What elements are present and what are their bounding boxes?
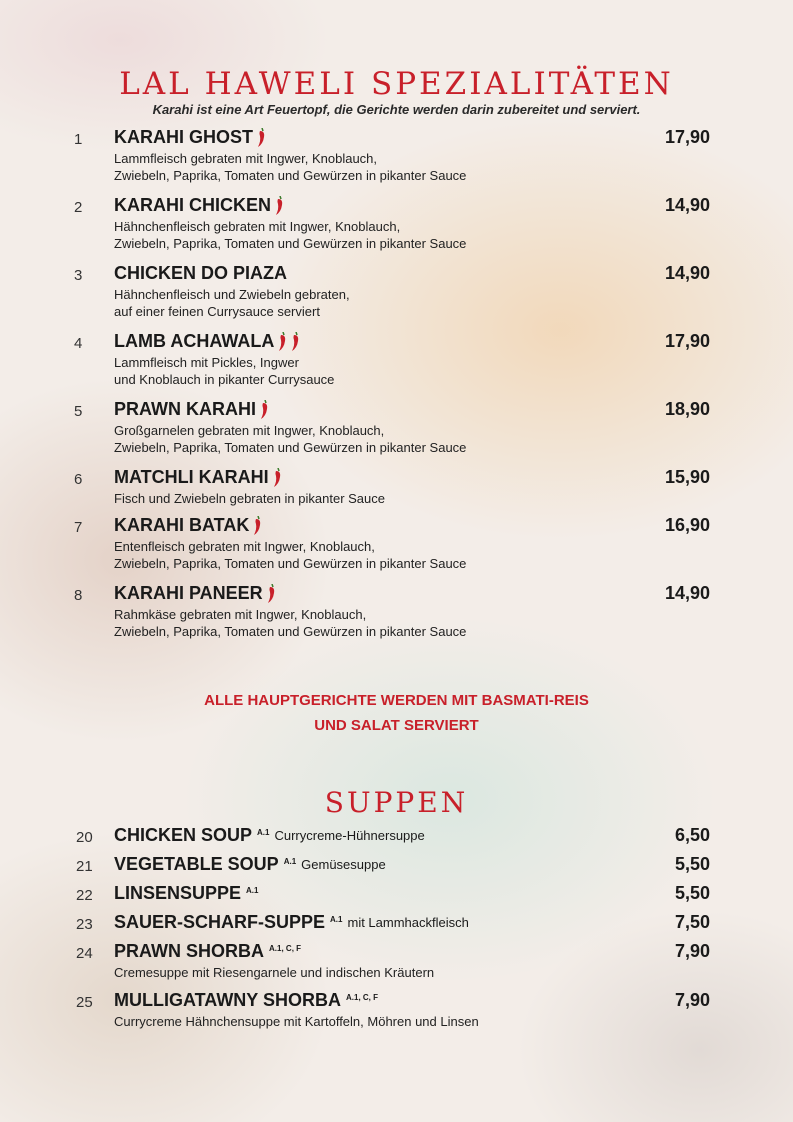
item-name-text: LAMB ACHAWALA: [114, 331, 275, 351]
item-name-text: KARAHI GHOST: [114, 127, 253, 147]
item-description: [114, 218, 466, 252]
item-name-text: VEGETABLE SOUP: [114, 854, 279, 874]
description-line: Zwiebeln, Paprika, Tomaten und Gewürzen in pikanter Sauce: [114, 556, 467, 571]
item-price: 15,90: [664, 467, 710, 487]
item-name: [114, 854, 386, 875]
description-line: Zwiebeln, Paprika, Tomaten und Gewürzen in pikanter Sauce: [114, 624, 467, 639]
item-number: 23: [76, 916, 93, 933]
item-description: Cremesuppe mit Riesengarnele und indischen Kräutern: [114, 965, 435, 980]
item-name: [114, 825, 425, 846]
item-name: [114, 195, 284, 216]
item-name-text: KARAHI CHICKEN: [114, 195, 271, 215]
item-name-text: LINSENSUPPE: [114, 883, 242, 903]
item-name-text: PRAWN SHORBA: [114, 941, 265, 961]
item-name-text: MATCHLI KARAHI: [114, 467, 269, 487]
item-description: [114, 606, 466, 640]
allergen-codes: A.1: [257, 828, 270, 837]
item-name: [114, 515, 262, 536]
chili-pepper-icon: [267, 584, 276, 604]
item-name-text: CHICKEN DO PIAZA: [114, 263, 288, 283]
allergen-codes: A.1: [330, 915, 343, 924]
item-price: 16,90: [664, 515, 710, 535]
item-number: 5: [74, 403, 83, 420]
item-name: [114, 883, 258, 904]
description-line: Rahmkäse gebraten mit Ingwer, Knoblauch,: [114, 607, 367, 622]
item-number: 6: [74, 471, 83, 488]
item-description: [114, 354, 334, 388]
description-line: und Knoblauch in pikanter Currysauce: [114, 372, 335, 387]
specials-title: LAL HAWELI SPEZIALITÄTEN: [119, 66, 674, 102]
chili-pepper-icon: [260, 400, 269, 420]
item-name: [114, 399, 269, 420]
item-name: [114, 263, 287, 284]
description-line: Fisch und Zwiebeln gebraten in pikanter Sauce: [114, 491, 385, 506]
description-line: Entenfleisch gebraten mit Ingwer, Knoblauch,: [114, 539, 375, 554]
item-price: 17,90: [664, 331, 710, 351]
item-number: 4: [74, 335, 83, 352]
item-name-text: SAUER-SCHARF-SUPPE: [114, 912, 326, 932]
item-price: 14,90: [664, 263, 710, 283]
chili-pepper-icon: [253, 516, 262, 536]
allergen-codes: A.1, C, F: [346, 993, 379, 1002]
item-description: [114, 422, 466, 456]
side-dish-notice: [0, 688, 793, 738]
allergen-codes: A.1, C, F: [269, 944, 302, 953]
item-description: [114, 150, 466, 184]
allergen-codes: A.1: [246, 886, 259, 895]
item-description: [114, 490, 385, 507]
chili-pepper-icon: [273, 468, 282, 488]
allergen-codes: A.1: [283, 857, 297, 866]
description-line: Großgarnelen gebraten mit Ingwer, Knoblauch,: [114, 423, 385, 438]
item-name-text: KARAHI PANEER: [114, 583, 263, 603]
item-price: 6,50: [674, 825, 710, 845]
item-inline-description: Gemüsesuppe: [301, 857, 386, 872]
notice-line-1: ALLE HAUPTGERICHTE WERDEN MIT BASMATI-REIS: [204, 692, 589, 709]
item-price: 5,50: [674, 854, 710, 874]
item-name: [114, 467, 282, 488]
item-name: [114, 583, 276, 604]
item-name: [114, 912, 469, 933]
description-line: Lammfleisch mit Pickles, Ingwer: [114, 355, 299, 370]
item-number: 20: [76, 829, 93, 846]
item-name-text: KARAHI BATAK: [114, 515, 250, 535]
item-name: [114, 990, 378, 1011]
description-line: Zwiebeln, Paprika, Tomaten und Gewürzen in pikanter Sauce: [114, 236, 467, 251]
item-description: Currycreme Hähnchensuppe mit Kartoffeln, Möhren und Linsen: [114, 1014, 479, 1029]
description-line: Hähnchenfleisch und Zwiebeln gebraten,: [114, 287, 350, 302]
description-line: Zwiebeln, Paprika, Tomaten und Gewürzen in pikanter Sauce: [114, 440, 467, 455]
item-number: 3: [74, 267, 83, 284]
chili-pepper-icon: [257, 128, 266, 148]
item-number: 22: [76, 887, 93, 904]
item-price: 14,90: [664, 195, 710, 215]
item-description: [114, 286, 350, 320]
item-inline-description: Currycreme-Hühnersuppe: [274, 828, 425, 843]
item-number: 1: [74, 131, 83, 148]
item-number: 2: [74, 199, 83, 216]
item-number: 25: [76, 994, 93, 1011]
item-price: 14,90: [664, 583, 710, 603]
item-number: 24: [76, 945, 93, 962]
item-name: [114, 331, 300, 352]
item-number: 21: [76, 858, 93, 875]
item-price: 7,90: [674, 990, 710, 1010]
item-name: [114, 127, 266, 148]
description-line: Lammfleisch gebraten mit Ingwer, Knoblauch,: [114, 151, 378, 166]
description-line: Zwiebeln, Paprika, Tomaten und Gewürzen in pikanter Sauce: [114, 168, 467, 183]
item-name: [114, 941, 301, 962]
specials-subtitle: Karahi ist eine Art Feuertopf, die Gerichte werden darin zubereitet und serviert.: [152, 102, 641, 117]
item-price: 18,90: [664, 399, 710, 419]
item-price: 7,50: [674, 912, 710, 932]
item-number: 8: [74, 587, 83, 604]
notice-line-2: UND SALAT SERVIERT: [314, 717, 479, 734]
item-description: [114, 538, 466, 572]
chili-pepper-icon: [291, 332, 300, 352]
chili-pepper-icon: [275, 196, 284, 216]
item-number: 7: [74, 519, 83, 536]
description-line: auf einer feinen Currysauce serviert: [114, 304, 320, 319]
item-price: 17,90: [664, 127, 710, 147]
description-line: Hähnchenfleisch gebraten mit Ingwer, Knoblauch,: [114, 219, 401, 234]
item-name-text: MULLIGATAWNY SHORBA: [114, 990, 341, 1010]
item-name-text: PRAWN KARAHI: [114, 399, 256, 419]
item-inline-description: mit Lammhackfleisch: [347, 915, 469, 930]
chili-pepper-icon: [278, 332, 287, 352]
soups-title: SUPPEN: [324, 786, 469, 819]
item-name-text: CHICKEN SOUP: [114, 825, 253, 845]
item-price: 7,90: [674, 941, 710, 961]
item-price: 5,50: [674, 883, 710, 903]
